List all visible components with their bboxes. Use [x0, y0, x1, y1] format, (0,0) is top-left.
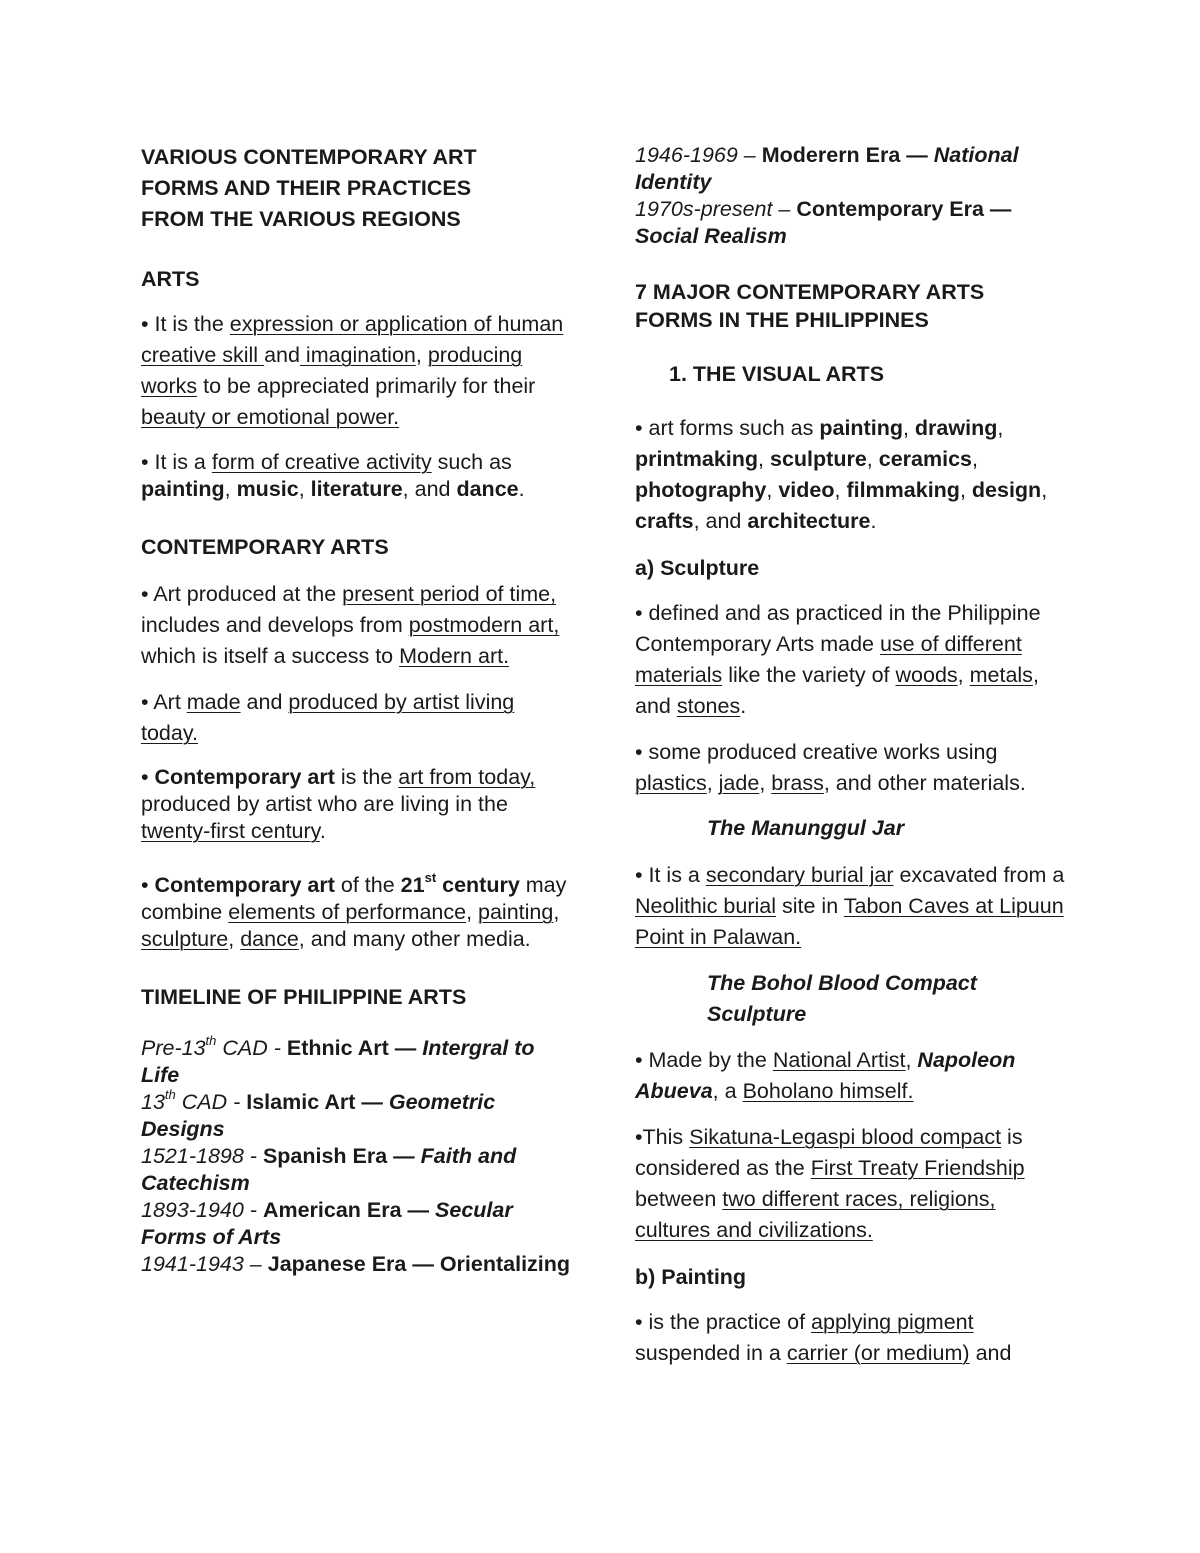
timeline-item: 1893-1940 - American Era — Secular Forms of Arts	[141, 1198, 513, 1249]
bohol-paragraph-2: •This Sikatuna-Legaspi blood compact is considered as the First Treaty Friendship between two different races, religions, cultures and civilizations.	[635, 1125, 1025, 1242]
document-title: VARIOUS CONTEMPORARY ART FORMS AND THEIR PRACTICES FROM THE VARIOUS REGIONS	[141, 145, 477, 231]
timeline-item: 1946-1969 – Moderern Era — National Identity	[635, 143, 1019, 194]
timeline-continued	[635, 142, 1065, 250]
timeline-heading: TIMELINE OF PHILIPPINE ARTS	[141, 985, 467, 1009]
arts-paragraph-1: • It is the expression or application of human creative skill and imagination, producing works to be appreciated primarily for their beauty or emotional power.	[141, 312, 564, 429]
arts-paragraph-2: • It is a form of creative activity such as painting, music, literature, and dance.	[141, 450, 525, 501]
arts-heading: ARTS	[141, 267, 200, 291]
visual-arts-heading: 1. THE VISUAL ARTS	[669, 362, 885, 386]
bohol-blood-compact-title: The Bohol Blood Compact Sculpture	[707, 971, 977, 1026]
visual-arts-paragraph: • art forms such as painting, drawing, printmaking, sculpture, ceramics, photography, video, filmmaking, design, crafts, and architecture.	[635, 416, 1048, 533]
timeline-item: 1970s-present – Contemporary Era — Social Realism	[635, 197, 1012, 248]
timeline-item: 13th CAD - Islamic Art — Geometric Designs	[141, 1086, 496, 1141]
sculpture-paragraph-2: • some produced creative works using plastics, jade, brass, and other materials.	[635, 740, 1026, 795]
manunggul-paragraph: • It is a secondary burial jar excavated from a Neolithic burial site in Tabon Caves at Lipuun Point in Palawan.	[635, 863, 1065, 949]
contemporary-paragraph-3: • Contemporary art is the art from today, produced by artist who are living in the twenty-first century.	[141, 765, 536, 843]
right-column	[635, 142, 1065, 1369]
contemporary-arts-heading: CONTEMPORARY ARTS	[141, 535, 389, 559]
left-column	[141, 142, 571, 1278]
contemporary-paragraph-2: • Art made and produced by artist living today.	[141, 690, 515, 745]
contemporary-paragraph-4: • Contemporary art of the 21st century may combine elements of performance, painting, sculpture, dance, and many other media.	[141, 869, 567, 951]
manunggul-jar-title: The Manunggul Jar	[707, 816, 905, 840]
sculpture-paragraph-1: • defined and as practiced in the Philippine Contemporary Arts made use of different materials like the variety of woods, metals, and stones.	[635, 601, 1041, 718]
timeline-list	[141, 1032, 571, 1278]
painting-paragraph: • is the practice of applying pigment suspended in a carrier (or medium) and	[635, 1310, 1012, 1365]
timeline-item: Pre-13th CAD - Ethnic Art — Intergral to Life	[141, 1032, 535, 1087]
contemporary-paragraph-1: • Art produced at the present period of time, includes and develops from postmodern art, which is itself a success to Modern art.	[141, 582, 560, 668]
timeline-item: 1521-1898 - Spanish Era — Faith and Catechism	[141, 1144, 517, 1195]
major-forms-heading: 7 MAJOR CONTEMPORARY ARTS FORMS IN THE PHILIPPINES	[635, 280, 985, 332]
painting-heading: b) Painting	[635, 1265, 747, 1289]
bohol-paragraph-1: • Made by the National Artist, Napoleon Abueva, a Boholano himself.	[635, 1048, 1016, 1103]
sculpture-heading: a) Sculpture	[635, 556, 760, 580]
timeline-item: 1941-1943 – Japanese Era — Orientalizing	[141, 1252, 571, 1276]
